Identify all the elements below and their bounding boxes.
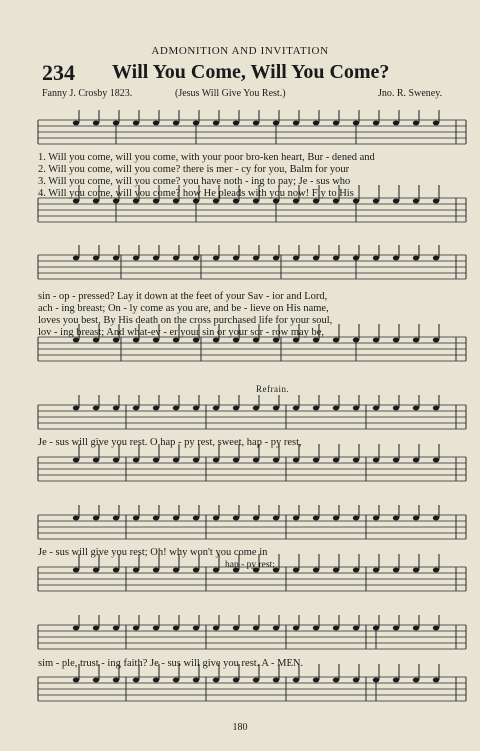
refrain-label: Refrain. <box>256 384 290 394</box>
verse-4-line-2: lov - ing breast; And what-ev - er your sin or your sor - row may be, <box>38 327 325 338</box>
composer-credit: Jno. R. Sweney. <box>378 88 443 99</box>
page-number: 180 <box>232 722 248 733</box>
verse-4-line-1: 4. Will you come, will you come? how He pleads with you now! Fly to His <box>38 188 354 199</box>
author-credit: Fanny J. Crosby 1823. <box>42 88 133 99</box>
verse-2-line-2: ach - ing breast; On - ly come as you are, and be - lieve on His name, <box>38 303 329 314</box>
hymn-number: 234 <box>42 60 75 85</box>
verse-1-line-1: 1. Will you come, will you come, with your poor bro-ken heart, Bur - dened and <box>38 152 375 163</box>
refrain-line-2-alto: hap - py rest; <box>225 560 275 570</box>
verse-3-line-1: 3. Will you come, will you come? you have noth - ing to pay; Je - sus who <box>38 176 351 187</box>
refrain-line-1: Je - sus will give you rest. O hap - py rest, sweet, hap - py rest, <box>38 437 302 448</box>
refrain-line-2: Je - sus will give you rest; Oh! why won't you come in <box>38 547 268 558</box>
section-heading: ADMONITION AND INVITATION <box>151 45 329 57</box>
verse-2-line-1: 2. Will you come, will you come? there is mer - cy for you, Balm for your <box>38 164 350 175</box>
verse-3-line-2: loves you best, By His death on the cross purchased life for your soul, <box>38 315 333 326</box>
hymn-title: Will You Come, Will You Come? <box>112 61 390 83</box>
verse-1-line-2: sin - op - pressed? Lay it down at the feet of your Sav - ior and Lord, <box>38 291 328 302</box>
tune-name: (Jesus Will Give You Rest.) <box>175 88 286 99</box>
refrain-line-3: sim - ple, trust - ing faith? Je - sus will give you rest. A - MEN. <box>38 658 304 669</box>
